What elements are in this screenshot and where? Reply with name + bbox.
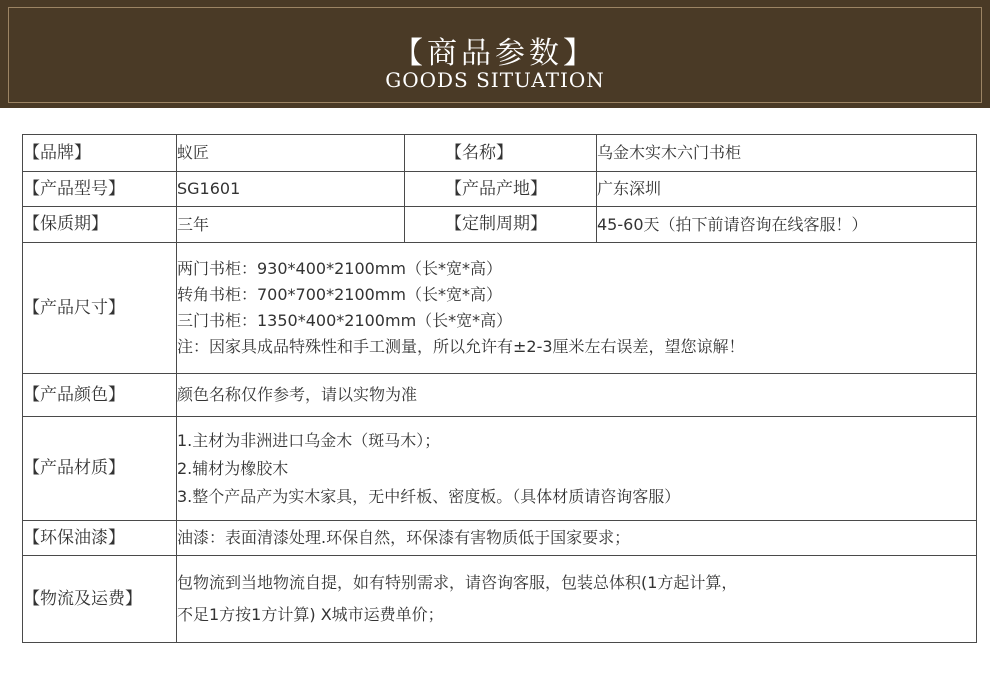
name-label: 【名称】 [405, 135, 597, 172]
size-note: 注：因家具成品特殊性和手工测量，所以允许有±2-3厘米左右误差，望您谅解！ [177, 337, 745, 356]
size-line: 转角书柜：700*700*2100mm（长*宽*高） [177, 285, 502, 304]
table-row [23, 556, 977, 643]
origin-label: 【产品产地】 [405, 172, 597, 207]
eco-value: 油漆：表面清漆处理.环保自然，环保漆有害物质低于国家要求； [177, 521, 977, 556]
page-title: 【商品参数】 [393, 36, 597, 71]
lead-time-value: 45-60天（拍下前请咨询在线客服！） [597, 207, 977, 243]
warranty-label: 【保质期】 [23, 207, 177, 243]
logistics-line: 不足1方按1方计算) X城市运费单价； [177, 605, 444, 624]
material-line: 1.主材为非洲进口乌金木（斑马木）； [177, 430, 441, 450]
name-value: 乌金木实木六门书柜 [597, 135, 977, 172]
model-value: SG1601 [177, 172, 405, 207]
brand-value: 蚁匠 [177, 135, 405, 172]
material-line: 2.辅材为橡胶木 [177, 458, 289, 478]
material-label: 【产品材质】 [23, 417, 177, 521]
lead-time-label: 【定制周期】 [405, 207, 597, 243]
table-row [23, 243, 977, 374]
table-row [23, 172, 977, 207]
logistics-line: 包物流到当地物流自提，如有特别需求，请咨询客服，包装总体积(1方起计算， [177, 573, 738, 592]
color-label: 【产品颜色】 [23, 374, 177, 417]
table-row [23, 374, 977, 417]
eco-label: 【环保油漆】 [23, 521, 177, 556]
warranty-value: 三年 [177, 207, 405, 243]
size-line: 三门书柜：1350*400*2100mm（长*宽*高） [177, 311, 513, 330]
header-frame [8, 7, 982, 103]
size-label: 【产品尺寸】 [23, 243, 177, 374]
header-banner [0, 0, 990, 108]
model-label: 【产品型号】 [23, 172, 177, 207]
material-line: 3.整个产品产为实木家具，无中纤板、密度板。（具体材质请咨询客服） [177, 486, 681, 506]
size-line: 两门书柜：930*400*2100mm（长*宽*高） [177, 259, 502, 278]
size-value [177, 243, 977, 374]
table-row [23, 521, 977, 556]
color-value: 颜色名称仅作参考，请以实物为准 [177, 374, 977, 417]
material-value [177, 417, 977, 521]
logistics-label: 【物流及运费】 [23, 556, 177, 643]
brand-label: 【品牌】 [23, 135, 177, 172]
table-row [23, 135, 977, 172]
table-row [23, 417, 977, 521]
origin-value: 广东深圳 [597, 172, 977, 207]
logistics-value [177, 556, 977, 643]
page-subtitle: GOODS SITUATION [385, 68, 605, 92]
spec-table [22, 134, 977, 643]
table-row [23, 207, 977, 243]
